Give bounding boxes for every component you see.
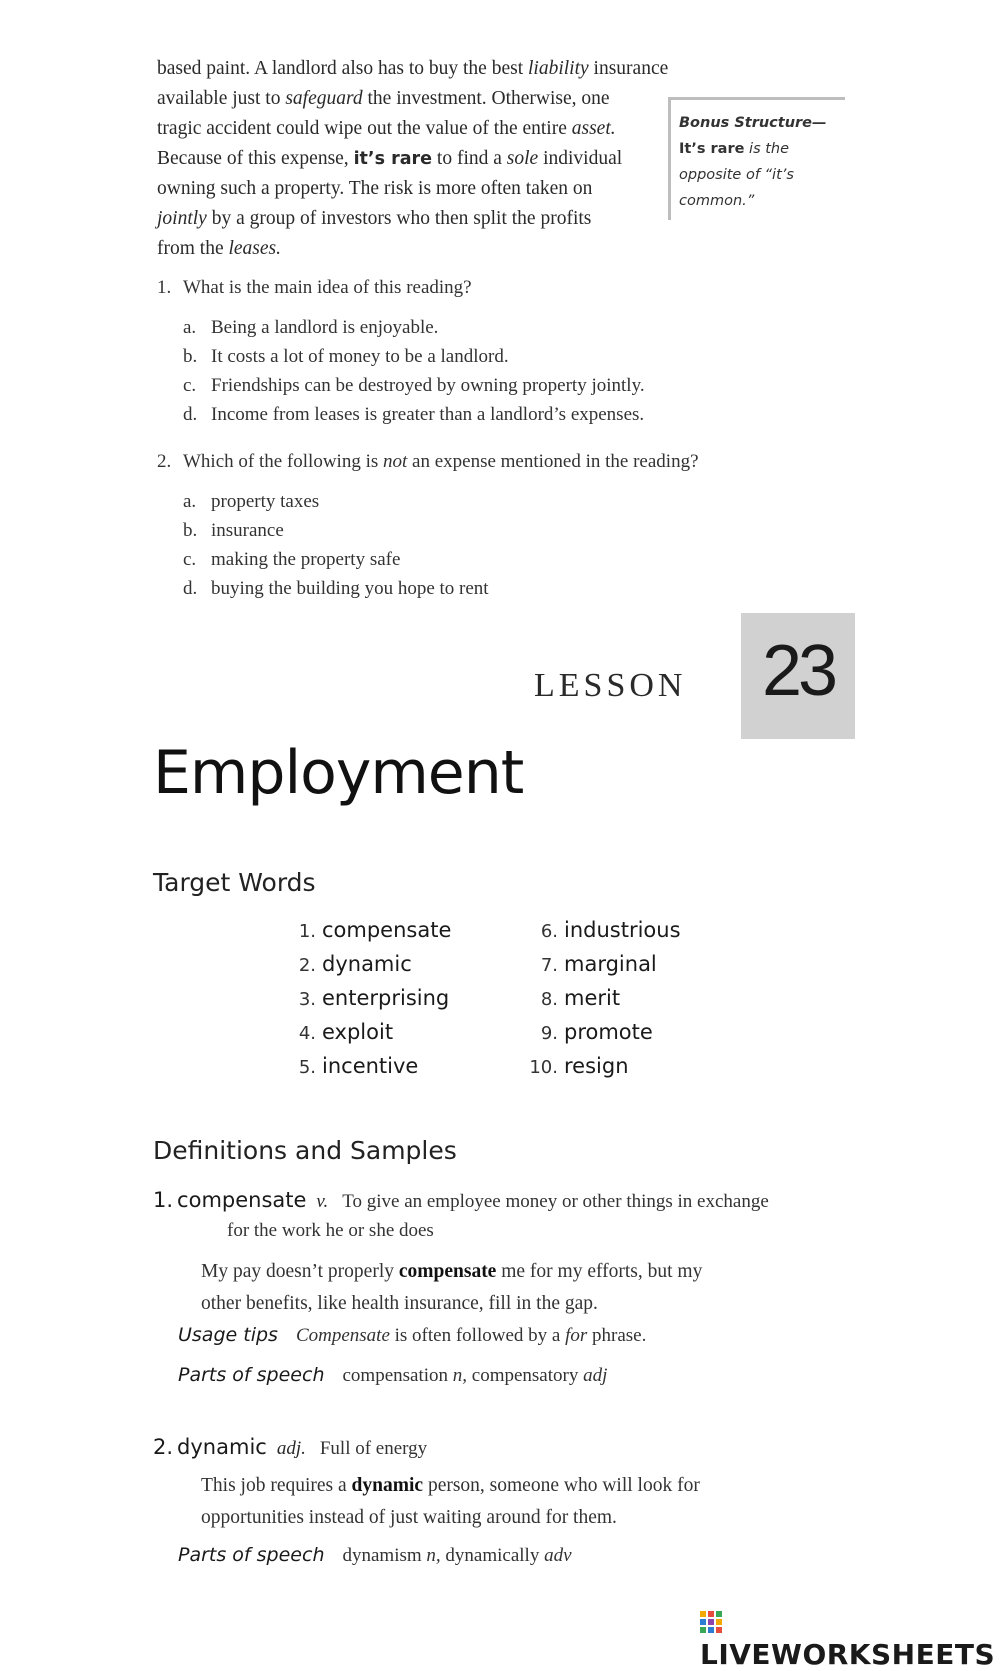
word-number: 6. — [540, 921, 558, 942]
entry-pos: v. — [316, 1191, 329, 1212]
entry-number: 2. — [153, 1435, 174, 1459]
reading-line — [157, 54, 777, 84]
word-number: 7. — [540, 955, 558, 976]
entry-sample — [201, 1256, 702, 1320]
question-1 — [157, 277, 472, 299]
word-text: marginal — [564, 952, 657, 976]
reading-line — [157, 84, 657, 114]
option-d[interactable] — [183, 400, 645, 429]
question-italic: not — [383, 451, 408, 472]
option-c[interactable] — [183, 371, 645, 400]
text: dynamism — [342, 1545, 427, 1566]
option-a[interactable] — [183, 313, 645, 342]
text: to find a — [432, 148, 507, 169]
reading-line — [157, 174, 657, 204]
bold-phrase: it’s rare — [353, 149, 433, 169]
pos-label: Parts of speech — [178, 1544, 325, 1566]
question-2-options — [183, 487, 489, 603]
text: the investment. Otherwise, one — [362, 88, 610, 109]
option-text: insurance — [211, 520, 284, 541]
target-word — [524, 914, 681, 948]
target-word — [524, 948, 681, 982]
word-text: promote — [564, 1020, 653, 1044]
note-title: Bonus Structure— — [679, 115, 827, 131]
definitions-heading: Definitions and Samples — [153, 1136, 457, 1165]
italic-word: Compensate — [295, 1325, 390, 1346]
question-1-options — [183, 313, 645, 429]
option-letter: a. — [183, 317, 197, 338]
lesson-number: 23 — [761, 631, 835, 711]
lesson-title: Employment — [153, 738, 524, 808]
word-number: 4. — [298, 1023, 316, 1044]
word-text: dynamic — [322, 952, 412, 976]
option-text: It costs a lot of money to be a landlord. — [211, 346, 509, 367]
option-a[interactable] — [183, 487, 489, 516]
target-words-heading: Target Words — [153, 868, 316, 897]
word-text: exploit — [322, 1020, 394, 1044]
usage-tips — [178, 1324, 646, 1347]
word-text: incentive — [322, 1054, 419, 1078]
question-2 — [157, 451, 699, 473]
note-text: is the — [744, 141, 790, 157]
entry-number: 1. — [153, 1188, 174, 1212]
option-letter: d. — [183, 578, 198, 599]
word-number: 8. — [540, 989, 558, 1010]
sample-line — [201, 1256, 702, 1288]
reading-line — [157, 114, 657, 144]
word-number: 1. — [298, 921, 316, 942]
word-text: merit — [564, 986, 621, 1010]
text: based paint. A landlord also has to buy the best — [157, 58, 528, 79]
option-b[interactable] — [183, 342, 645, 371]
italic-word: asset. — [571, 118, 616, 139]
sample-line — [201, 1470, 700, 1502]
option-text: property taxes — [211, 491, 320, 512]
pos-label: Parts of speech — [178, 1364, 325, 1386]
option-letter: d. — [183, 404, 198, 425]
bonus-structure-note — [668, 97, 845, 220]
question-number: 2. — [157, 451, 172, 472]
italic-word: n, — [426, 1545, 441, 1566]
parts-of-speech — [178, 1544, 572, 1567]
word-number: 2. — [298, 955, 316, 976]
usage-label: Usage tips — [178, 1324, 278, 1346]
text: phrase. — [587, 1325, 647, 1346]
note-line — [679, 136, 837, 162]
option-d[interactable] — [183, 574, 489, 603]
entry-definition: To give an employee money or other things in exchange — [342, 1191, 769, 1212]
parts-of-speech — [178, 1364, 607, 1387]
reading-line — [157, 204, 657, 234]
word-text: resign — [564, 1054, 629, 1078]
option-letter: b. — [183, 346, 198, 367]
target-words-col-2 — [524, 914, 681, 1084]
target-word — [524, 1050, 681, 1084]
text: owning such a property. The risk is more often taken on — [157, 178, 593, 199]
italic-word: for — [565, 1325, 588, 1346]
target-word — [292, 1016, 451, 1050]
target-word — [292, 948, 451, 982]
target-word — [292, 1050, 451, 1084]
option-text: buying the building you hope to rent — [211, 578, 489, 599]
text: This job requires a — [201, 1475, 352, 1496]
note-bold: It’s rare — [679, 141, 745, 157]
italic-word: sole — [506, 148, 539, 169]
entry-definition-cont: for the work he or she does — [227, 1220, 434, 1241]
target-word — [292, 914, 451, 948]
reading-passage — [157, 54, 669, 264]
question-text: an expense mentioned in the reading? — [407, 451, 699, 472]
word-number: 10. — [529, 1057, 558, 1078]
entry-sample — [201, 1470, 700, 1534]
italic-word: adj — [583, 1365, 608, 1386]
italic-word: safeguard — [285, 88, 363, 109]
definition-entry-2 — [153, 1435, 427, 1460]
target-words-col-1 — [292, 914, 451, 1084]
entry-term: compensate — [177, 1188, 307, 1212]
liveworksheets-logo — [700, 1605, 1000, 1671]
target-word — [524, 982, 681, 1016]
italic-word: jointly — [157, 208, 207, 229]
italic-word: liability — [528, 58, 589, 79]
text: person, someone who will look for — [423, 1475, 700, 1496]
word-number: 5. — [298, 1057, 316, 1078]
question-number: 1. — [157, 277, 172, 298]
option-text: Income from leases is greater than a landlord’s expenses. — [211, 404, 645, 425]
word-text: industrious — [564, 918, 681, 942]
text: tragic accident could wipe out the value of the entire — [157, 118, 572, 139]
text: compensation — [342, 1365, 453, 1386]
option-b[interactable] — [183, 516, 489, 545]
text: Because of this expense, — [157, 148, 354, 169]
text: by a group of investors who then split the profits — [206, 208, 592, 229]
option-letter: b. — [183, 520, 198, 541]
text: compensatory — [467, 1365, 584, 1386]
sample-line: other benefits, like health insurance, fill in the gap. — [201, 1293, 598, 1314]
target-word — [524, 1016, 681, 1050]
reading-line — [157, 144, 657, 174]
text: insurance — [588, 58, 669, 79]
question-text: What is the main idea of this reading? — [183, 277, 472, 298]
option-letter: c. — [183, 549, 197, 570]
liveworksheets-logo-icon — [700, 1611, 722, 1633]
logo-text: LIVEWORKSHEETS — [700, 1638, 996, 1671]
word-text: compensate — [322, 918, 452, 942]
definition-entry-1 — [153, 1188, 769, 1213]
italic-word: n, — [452, 1365, 468, 1386]
option-text: Friendships can be destroyed by owning property jointly. — [211, 375, 645, 396]
reading-line — [157, 234, 657, 264]
text: dynamically — [440, 1545, 545, 1566]
text: individual — [538, 148, 623, 169]
entry-term: dynamic — [177, 1435, 267, 1459]
text: available just to — [157, 88, 286, 109]
option-c[interactable] — [183, 545, 489, 574]
word-number: 9. — [540, 1023, 558, 1044]
italic-word: adv — [544, 1545, 572, 1566]
option-letter: a. — [183, 491, 197, 512]
option-text: Being a landlord is enjoyable. — [211, 317, 439, 338]
italic-word: leases. — [228, 238, 282, 259]
sample-line: opportunities instead of just waiting around for them. — [201, 1507, 617, 1528]
word-text: enterprising — [322, 986, 450, 1010]
text: me for my efforts, but my — [496, 1261, 703, 1282]
entry-pos: adj. — [276, 1438, 306, 1459]
text: My pay doesn’t properly — [201, 1261, 399, 1282]
question-text: Which of the following is — [183, 451, 383, 472]
target-word — [292, 982, 451, 1016]
entry-definition: Full of energy — [319, 1438, 428, 1459]
note-line: opposite of “it’s — [679, 167, 794, 183]
note-line: common.” — [679, 193, 755, 209]
bold-term: compensate — [398, 1261, 497, 1282]
text: is often followed by a — [389, 1325, 566, 1346]
option-text: making the property safe — [211, 549, 401, 570]
bold-term: dynamic — [351, 1475, 424, 1496]
word-number: 3. — [298, 989, 316, 1010]
text: from the — [157, 238, 229, 259]
option-letter: c. — [183, 375, 197, 396]
lesson-label: LESSON — [534, 667, 687, 704]
